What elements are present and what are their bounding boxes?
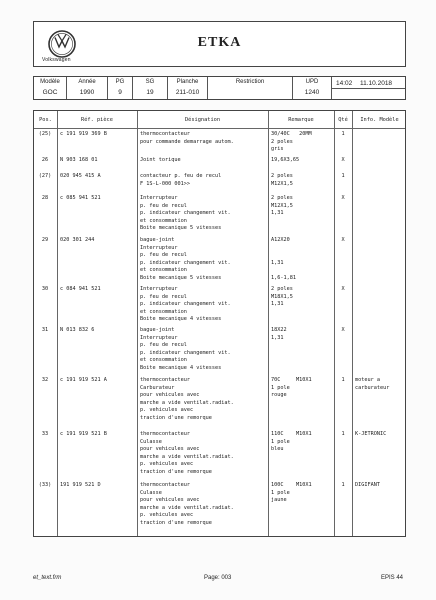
info-cell-sg: [133, 77, 168, 99]
info-value-pg: 9: [118, 89, 122, 96]
row-part-number: N 903 168 01: [60, 157, 98, 163]
row-remark: 2 poles M18X1,5 1,31: [271, 286, 293, 308]
row-designation: thermocontacteur Carburateur pour vehicules avec marche a vide ventilat.radiat. p. vehicules avec traction d'une remorque: [140, 377, 234, 421]
column-header-info: Info. Modèle: [360, 117, 399, 123]
row-quantity: 1: [341, 173, 345, 179]
row-designation: Interrupteur p. feu de recul p. indicateur changement vit. et consommation Boite mecanique 4 vitesses: [140, 286, 231, 323]
row-part-number: 020 301 244: [60, 237, 95, 243]
header-divider: [34, 128, 405, 129]
footer-filename: et_text.frm: [33, 575, 62, 581]
row-designation: thermocontacteur Culasse pour vehicules avec marche a vide ventilat.radiat. p. vehicules avec traction d'une remorque: [140, 482, 234, 526]
row-quantity: X: [341, 327, 345, 333]
row-designation: Joint torique: [140, 157, 181, 163]
row-designation: thermocontacteur Culasse pour vehicules avec marche a vide ventilat.radiat. p. vehicules avec traction d'une remorque: [140, 431, 234, 475]
row-quantity: 1: [341, 377, 345, 383]
footer-epis: EPIS 44: [381, 575, 404, 581]
row-quantity: X: [341, 157, 345, 163]
info-value-planche: 211-010: [175, 89, 200, 96]
info-value-year: 1990: [79, 89, 95, 96]
info-label-restriction: Restriction: [235, 79, 265, 85]
row-remark: 30/40C 20MM 2 poles gris: [271, 131, 312, 153]
info-cell-planche: [168, 77, 208, 99]
info-label-pg: PG: [115, 79, 125, 85]
row-position: 32: [41, 377, 49, 383]
info-cell-date: [356, 77, 405, 89]
row-part-number: c 084 941 521: [60, 286, 101, 292]
row-part-number: 020 945 415 A: [60, 173, 101, 179]
row-remark: 2 poles M12X1,5 1,31: [271, 195, 293, 217]
row-remark: 70C M10X1 1 pole rouge: [271, 377, 312, 399]
row-designation: contacteur p. feu de recul F 1S-L-000 001>>: [140, 173, 222, 187]
column-header-ref: Réf. pièce: [81, 117, 113, 123]
row-part-number: c 085 941 521: [60, 195, 101, 201]
parts-table: [33, 110, 406, 537]
info-cell-model: [34, 77, 67, 99]
row-position: 31: [41, 327, 49, 333]
row-quantity: 1: [341, 482, 345, 488]
info-date: 11.10.2018: [360, 80, 393, 87]
column-divider: [137, 111, 138, 536]
column-divider: [352, 111, 353, 536]
row-part-number: 191 919 521 D: [60, 482, 101, 488]
row-model-info: DIGIFANT: [355, 482, 380, 488]
row-remark: 19,6X3,65: [271, 157, 300, 163]
row-position: 26: [41, 157, 49, 163]
column-header-designation: Désignation: [184, 117, 221, 123]
info-cell-pg: [108, 77, 133, 99]
brand-name: Volkswagen: [42, 57, 71, 63]
row-designation: Interrupteur p. feu de recul p. indicateur changement vit. et consommation Boite mecanique 5 vitesses: [140, 195, 231, 232]
row-position: 30: [41, 286, 49, 292]
column-header-remarque: Remarque: [288, 117, 314, 123]
info-time: 14:02: [336, 80, 353, 87]
info-value-model: GOC: [42, 89, 58, 96]
row-quantity: X: [341, 195, 345, 201]
row-quantity: X: [341, 237, 345, 243]
row-part-number: N 013 832 6: [60, 327, 95, 333]
row-position: 33: [41, 431, 49, 437]
info-label-year: Année: [78, 79, 96, 85]
row-quantity: 1: [341, 131, 345, 137]
row-designation: bague-joint Interrupteur p. feu de recul p. indicateur changement vit. et consommation Boite mecanique 4 vitesses: [140, 327, 231, 371]
page-title: ETKA: [197, 35, 242, 50]
info-label-model: Modèle: [40, 79, 60, 85]
document-header: [33, 21, 406, 67]
row-part-number: c 191 919 521 A: [60, 377, 107, 383]
row-position: 29: [41, 237, 49, 243]
row-position: (25): [38, 131, 52, 137]
row-remark: 100C M10X1 1 pole jaune: [271, 482, 312, 504]
column-divider: [57, 111, 58, 536]
row-quantity: 1: [341, 431, 345, 437]
row-remark: A12X20 1,31 1,6-1,81: [271, 237, 296, 281]
info-value-sg: 19: [146, 89, 154, 96]
row-remark: 2 poles M12X1,5: [271, 173, 293, 187]
info-label-sg: SG: [145, 79, 155, 85]
row-model-info: moteur a carburateur: [355, 377, 390, 391]
row-designation: bague-joint Interrupteur p. feu de recul p. indicateur changement vit. et consommation Boite mecanique 5 vitesses: [140, 237, 231, 281]
row-quantity: X: [341, 286, 345, 292]
row-part-number: c 191 919 521 B: [60, 431, 107, 437]
info-cell-year: [67, 77, 108, 99]
row-remark: 110C M10X1 1 pole bleu: [271, 431, 312, 453]
info-value-upd: 1240: [304, 89, 320, 96]
info-label-upd: UPD: [305, 79, 319, 85]
info-cell-time: [332, 77, 356, 89]
info-cell-restriction: [208, 77, 293, 99]
row-position: 28: [41, 195, 49, 201]
footer-page-number: Page: 003: [204, 575, 232, 581]
row-remark: 18X22 1,31: [271, 327, 287, 341]
column-divider: [334, 111, 335, 536]
row-model-info: K-JETRONIC: [355, 431, 387, 437]
column-divider: [268, 111, 269, 536]
vehicle-info-bar: [33, 76, 406, 100]
row-part-number: c 191 919 369 B: [60, 131, 107, 137]
column-header-qty: Qté: [338, 117, 348, 123]
info-cell-upd: [293, 77, 332, 99]
row-position: (33): [38, 482, 52, 488]
info-label-planche: Planche: [176, 79, 199, 85]
row-position: (27): [38, 173, 52, 179]
column-header-pos: Pos.: [39, 117, 52, 123]
row-designation: thermocontacteur pour commande demarrage autom.: [140, 131, 234, 145]
